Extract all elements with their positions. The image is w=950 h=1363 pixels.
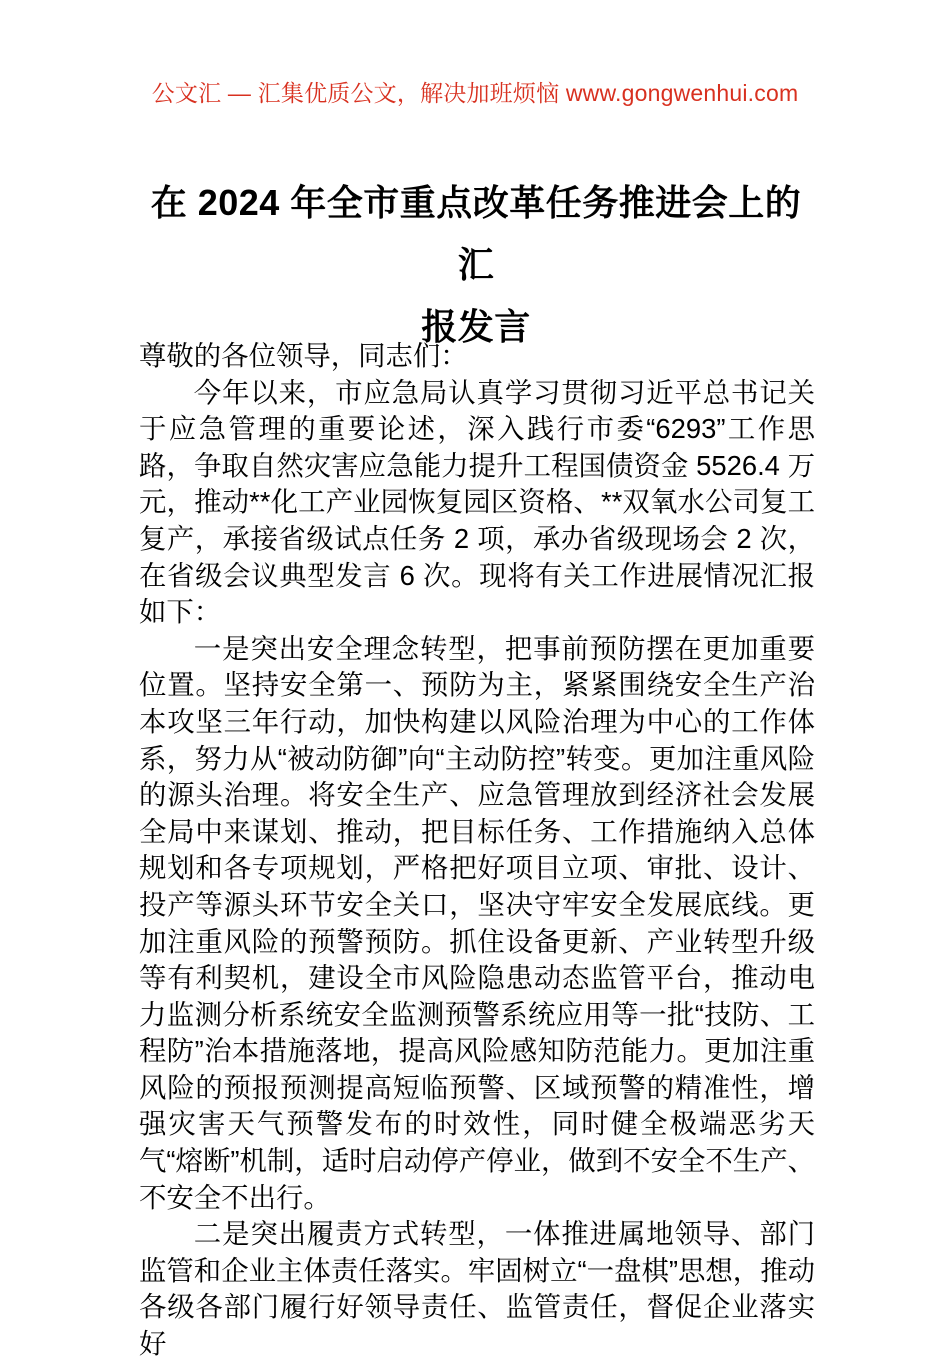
- paragraph-intro: 今年以来，市应急局认真学习贯彻习近平总书记关于应急管理的重要论述，深入践行市委“6293”工作思路，争取自然灾害应急能力提升工程国债资金 5526.4 万元，推动**化工产业园恢复园区资格、**双氧水公司复工复产，承接省级试点任务 2 项，承办省级现场会 2 次，在省级会议典型发言 6 次。现将有关工作进展情况汇报如下：: [139, 376, 815, 628]
- page-title: [140, 172, 812, 358]
- page-title-line-1: 在 2024 年全市重点改革任务推进会上的汇: [150, 182, 802, 285]
- site-watermark-header: [0, 78, 950, 108]
- page-title-line-2: 报发言: [421, 306, 531, 347]
- paragraph-section-two: 二是突出履责方式转型，一体推进属地领导、部门监管和企业主体责任落实。牢固树立“一盘棋”思想，推动各级各部门履行好领导责任、监管责任，督促企业落实好: [139, 1218, 815, 1360]
- document-body: [139, 338, 815, 1363]
- paragraph-salutation: 尊敬的各位领导，同志们：: [139, 340, 468, 371]
- paragraph-section-one: 一是突出安全理念转型，把事前预防摆在更加重要位置。坚持安全第一、预防为主，紧紧围绕安全生产治本攻坚三年行动，加快构建以风险治理为中心的工作体系，努力从“被动防御”向“主动防控”转变。更加注重风险的源头治理。将安全生产、应急管理放到经济社会发展全局中来谋划、推动，把目标任务、工作措施纳入总体规划和各专项规划，严格把好项目立项、审批、设计、投产等源头环节安全关口，坚决守牢安全发展底线。更加注重风险的预警预防。抓住设备更新、产业转型升级等有利契机，建设全市风险隐患动态监管平台，推动电力监测分析系统安全监测预警系统应用等一批“技防、工程防”治本措施落地，提高风险感知防范能力。更加注重风险的预报预测提高短临预警、区域预警的精准性，增强灾害天气预警发布的时效性，同时健全极端恶劣天气“熔断”机制，适时启动停产停业，做到不安全不生产、不安全不出行。: [139, 632, 815, 1213]
- site-watermark-text: 公文汇 — 汇集优质公文，解决加班烦恼 www.gongwenhui.com: [151, 80, 799, 106]
